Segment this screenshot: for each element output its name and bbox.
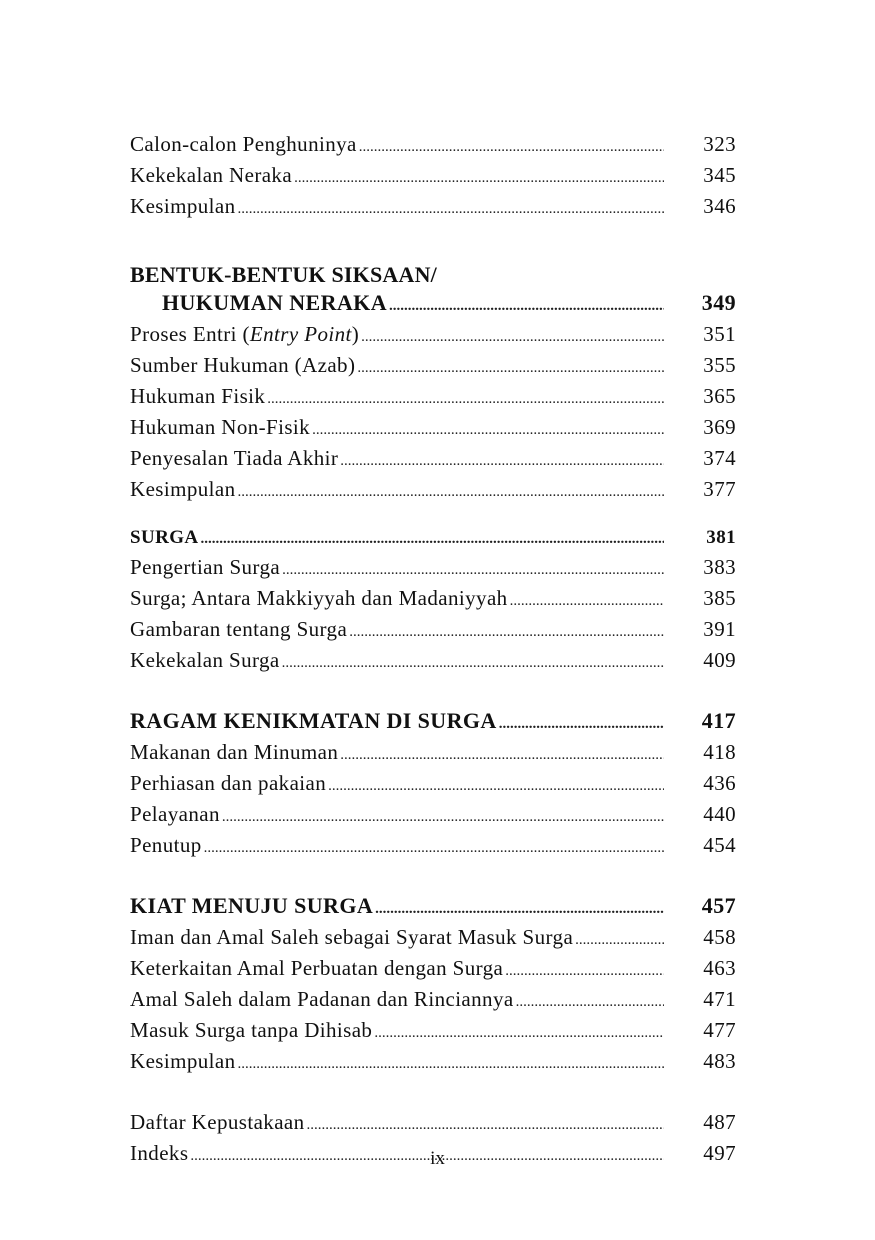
- toc-entry-page: 385: [703, 586, 736, 610]
- toc-group-neraka-tail: [130, 130, 736, 223]
- toc-entry-title: Hukuman Fisik: [130, 384, 266, 408]
- dot-leader: [294, 164, 664, 192]
- title-suffix: ): [351, 322, 360, 346]
- toc-entry-page: 377: [703, 477, 736, 501]
- dot-leader: [389, 292, 664, 320]
- toc-entry-title: Kesimpulan: [130, 1049, 236, 1073]
- toc-entry-title: Indeks: [130, 1141, 189, 1165]
- toc-entry-page: 463: [703, 956, 736, 980]
- dot-leader: [328, 772, 664, 800]
- dot-leader: [575, 926, 664, 954]
- toc-entry-page: 355: [703, 353, 736, 377]
- toc-entry: [130, 161, 736, 192]
- toc-entry-page: 454: [703, 833, 736, 857]
- toc-entry-title: Pelayanan: [130, 802, 220, 826]
- dot-leader: [361, 323, 664, 351]
- toc-entry-page: 436: [703, 771, 736, 795]
- dot-leader: [374, 1019, 664, 1047]
- dot-leader: [516, 988, 664, 1016]
- toc-entry-page: 497: [703, 1141, 736, 1165]
- dot-leader: [282, 556, 664, 584]
- toc-entry: [130, 130, 736, 161]
- dot-leader: [375, 895, 664, 923]
- dot-leader: [222, 803, 664, 831]
- dot-leader: [349, 618, 664, 646]
- toc-entry: [130, 1016, 736, 1047]
- dot-leader: [340, 741, 664, 769]
- toc-entry: [130, 646, 736, 677]
- toc-entry-page: 345: [703, 163, 736, 187]
- dot-leader: [282, 649, 664, 677]
- table-of-contents: [130, 130, 736, 1192]
- dot-leader: [340, 447, 664, 475]
- toc-entry-title: Keterkaitan Amal Perbuatan dengan Surga: [130, 956, 504, 980]
- dot-leader: [201, 525, 664, 553]
- toc-entry: [130, 413, 736, 444]
- dot-leader: [312, 416, 664, 444]
- toc-entry: [130, 320, 736, 351]
- toc-entry-title: Gambaran tentang Surga: [130, 617, 348, 641]
- toc-entry: [130, 769, 736, 800]
- dot-leader: [357, 354, 664, 382]
- toc-entry-title: Calon-calon Penghuninya: [130, 132, 357, 156]
- title-prefix: Proses Entri (: [130, 322, 250, 346]
- dot-leader: [359, 133, 664, 161]
- section-heading-page: 381: [706, 527, 736, 548]
- toc-entry-page: 418: [703, 740, 736, 764]
- toc-entry-page: 365: [703, 384, 736, 408]
- toc-entry: [130, 800, 736, 831]
- toc-entry-page: 409: [703, 648, 736, 672]
- toc-entry: [130, 831, 736, 862]
- toc-entry: [130, 584, 736, 615]
- section-heading-row: [130, 289, 736, 320]
- section-heading-row: [130, 892, 736, 923]
- toc-entry-title: Kekekalan Neraka: [130, 163, 293, 187]
- toc-entry-page: 483: [703, 1049, 736, 1073]
- title-italic: Entry Point: [249, 322, 352, 346]
- section-heading-page: 417: [701, 708, 736, 733]
- toc-entry-page: 323: [703, 132, 736, 156]
- toc-entry: [130, 475, 736, 506]
- toc-entry-title: Masuk Surga tanpa Dihisab: [130, 1018, 373, 1042]
- section-heading: KIAT MENUJU SURGA: [130, 893, 374, 918]
- toc-entry-title: Amal Saleh dalam Padanan dan Rinciannya: [130, 987, 514, 1011]
- toc-entry: [130, 351, 736, 382]
- section-heading: RAGAM KENIKMATAN DI SURGA: [130, 708, 497, 733]
- toc-entry-title: Penutup: [130, 833, 202, 857]
- toc-entry-title: Makanan dan Minuman: [130, 740, 339, 764]
- toc-section-surga: [130, 524, 736, 677]
- toc-entry-page: 369: [703, 415, 736, 439]
- toc-entry: [130, 444, 736, 475]
- toc-section-kiat: [130, 892, 736, 1078]
- toc-entry-title: Iman dan Amal Saleh sebagai Syarat Masuk Surga: [130, 925, 574, 949]
- toc-entry-title: Sumber Hukuman (Azab): [130, 353, 356, 377]
- toc-entry: [130, 985, 736, 1016]
- section-heading-row: [130, 524, 736, 553]
- toc-entry-page: 374: [703, 446, 736, 470]
- dot-leader: [237, 1050, 664, 1078]
- toc-entry-page: 440: [703, 802, 736, 826]
- section-heading-row: [130, 707, 736, 738]
- dot-leader: [237, 478, 664, 506]
- dot-leader: [267, 385, 664, 413]
- dot-leader: [510, 587, 664, 615]
- toc-entry: [130, 553, 736, 584]
- toc-entry-title: [130, 320, 359, 348]
- toc-section-siksaan: [130, 261, 736, 506]
- toc-entry-title: Pengertian Surga: [130, 555, 281, 579]
- toc-entry-page: 391: [703, 617, 736, 641]
- dot-leader: [505, 957, 664, 985]
- page-number: ix: [430, 1148, 445, 1169]
- toc-entry: [130, 1108, 736, 1139]
- toc-entry: [130, 615, 736, 646]
- toc-entry-page: 477: [703, 1018, 736, 1042]
- toc-entry-title: Hukuman Non-Fisik: [130, 415, 311, 439]
- dot-leader: [307, 1111, 664, 1139]
- toc-entry: [130, 738, 736, 769]
- dot-leader: [499, 710, 664, 738]
- toc-entry-page: 383: [703, 555, 736, 579]
- toc-entry-title: Penyesalan Tiada Akhir: [130, 446, 339, 470]
- section-heading-line2: HUKUMAN NERAKA: [162, 290, 387, 315]
- toc-entry-title: Daftar Kepustakaan: [130, 1110, 305, 1134]
- toc-entry-title: Surga; Antara Makkiyyah dan Madaniyyah: [130, 586, 508, 610]
- toc-entry-title: Kekekalan Surga: [130, 648, 280, 672]
- section-heading-page: 457: [701, 893, 736, 918]
- toc-entry-page: 351: [703, 322, 736, 346]
- toc-entry: [130, 382, 736, 413]
- toc-entry-page: 458: [703, 925, 736, 949]
- section-heading-line1: BENTUK-BENTUK SIKSAAN/: [130, 262, 437, 287]
- toc-entry: [130, 1047, 736, 1078]
- toc-entry-page: 346: [703, 194, 736, 218]
- toc-entry-title: Perhiasan dan pakaian: [130, 771, 327, 795]
- toc-entry-title: Kesimpulan: [130, 194, 236, 218]
- toc-entry-page: 487: [703, 1110, 736, 1134]
- toc-section-kenikmatan: [130, 707, 736, 862]
- toc-entry: [130, 954, 736, 985]
- toc-entry: [130, 192, 736, 223]
- dot-leader: [204, 834, 664, 862]
- dot-leader: [237, 195, 664, 223]
- toc-entry-title: Kesimpulan: [130, 477, 236, 501]
- section-heading-page: 349: [701, 290, 736, 315]
- toc-entry: [130, 923, 736, 954]
- toc-entry-page: 471: [703, 987, 736, 1011]
- section-heading: SURGA: [130, 527, 199, 548]
